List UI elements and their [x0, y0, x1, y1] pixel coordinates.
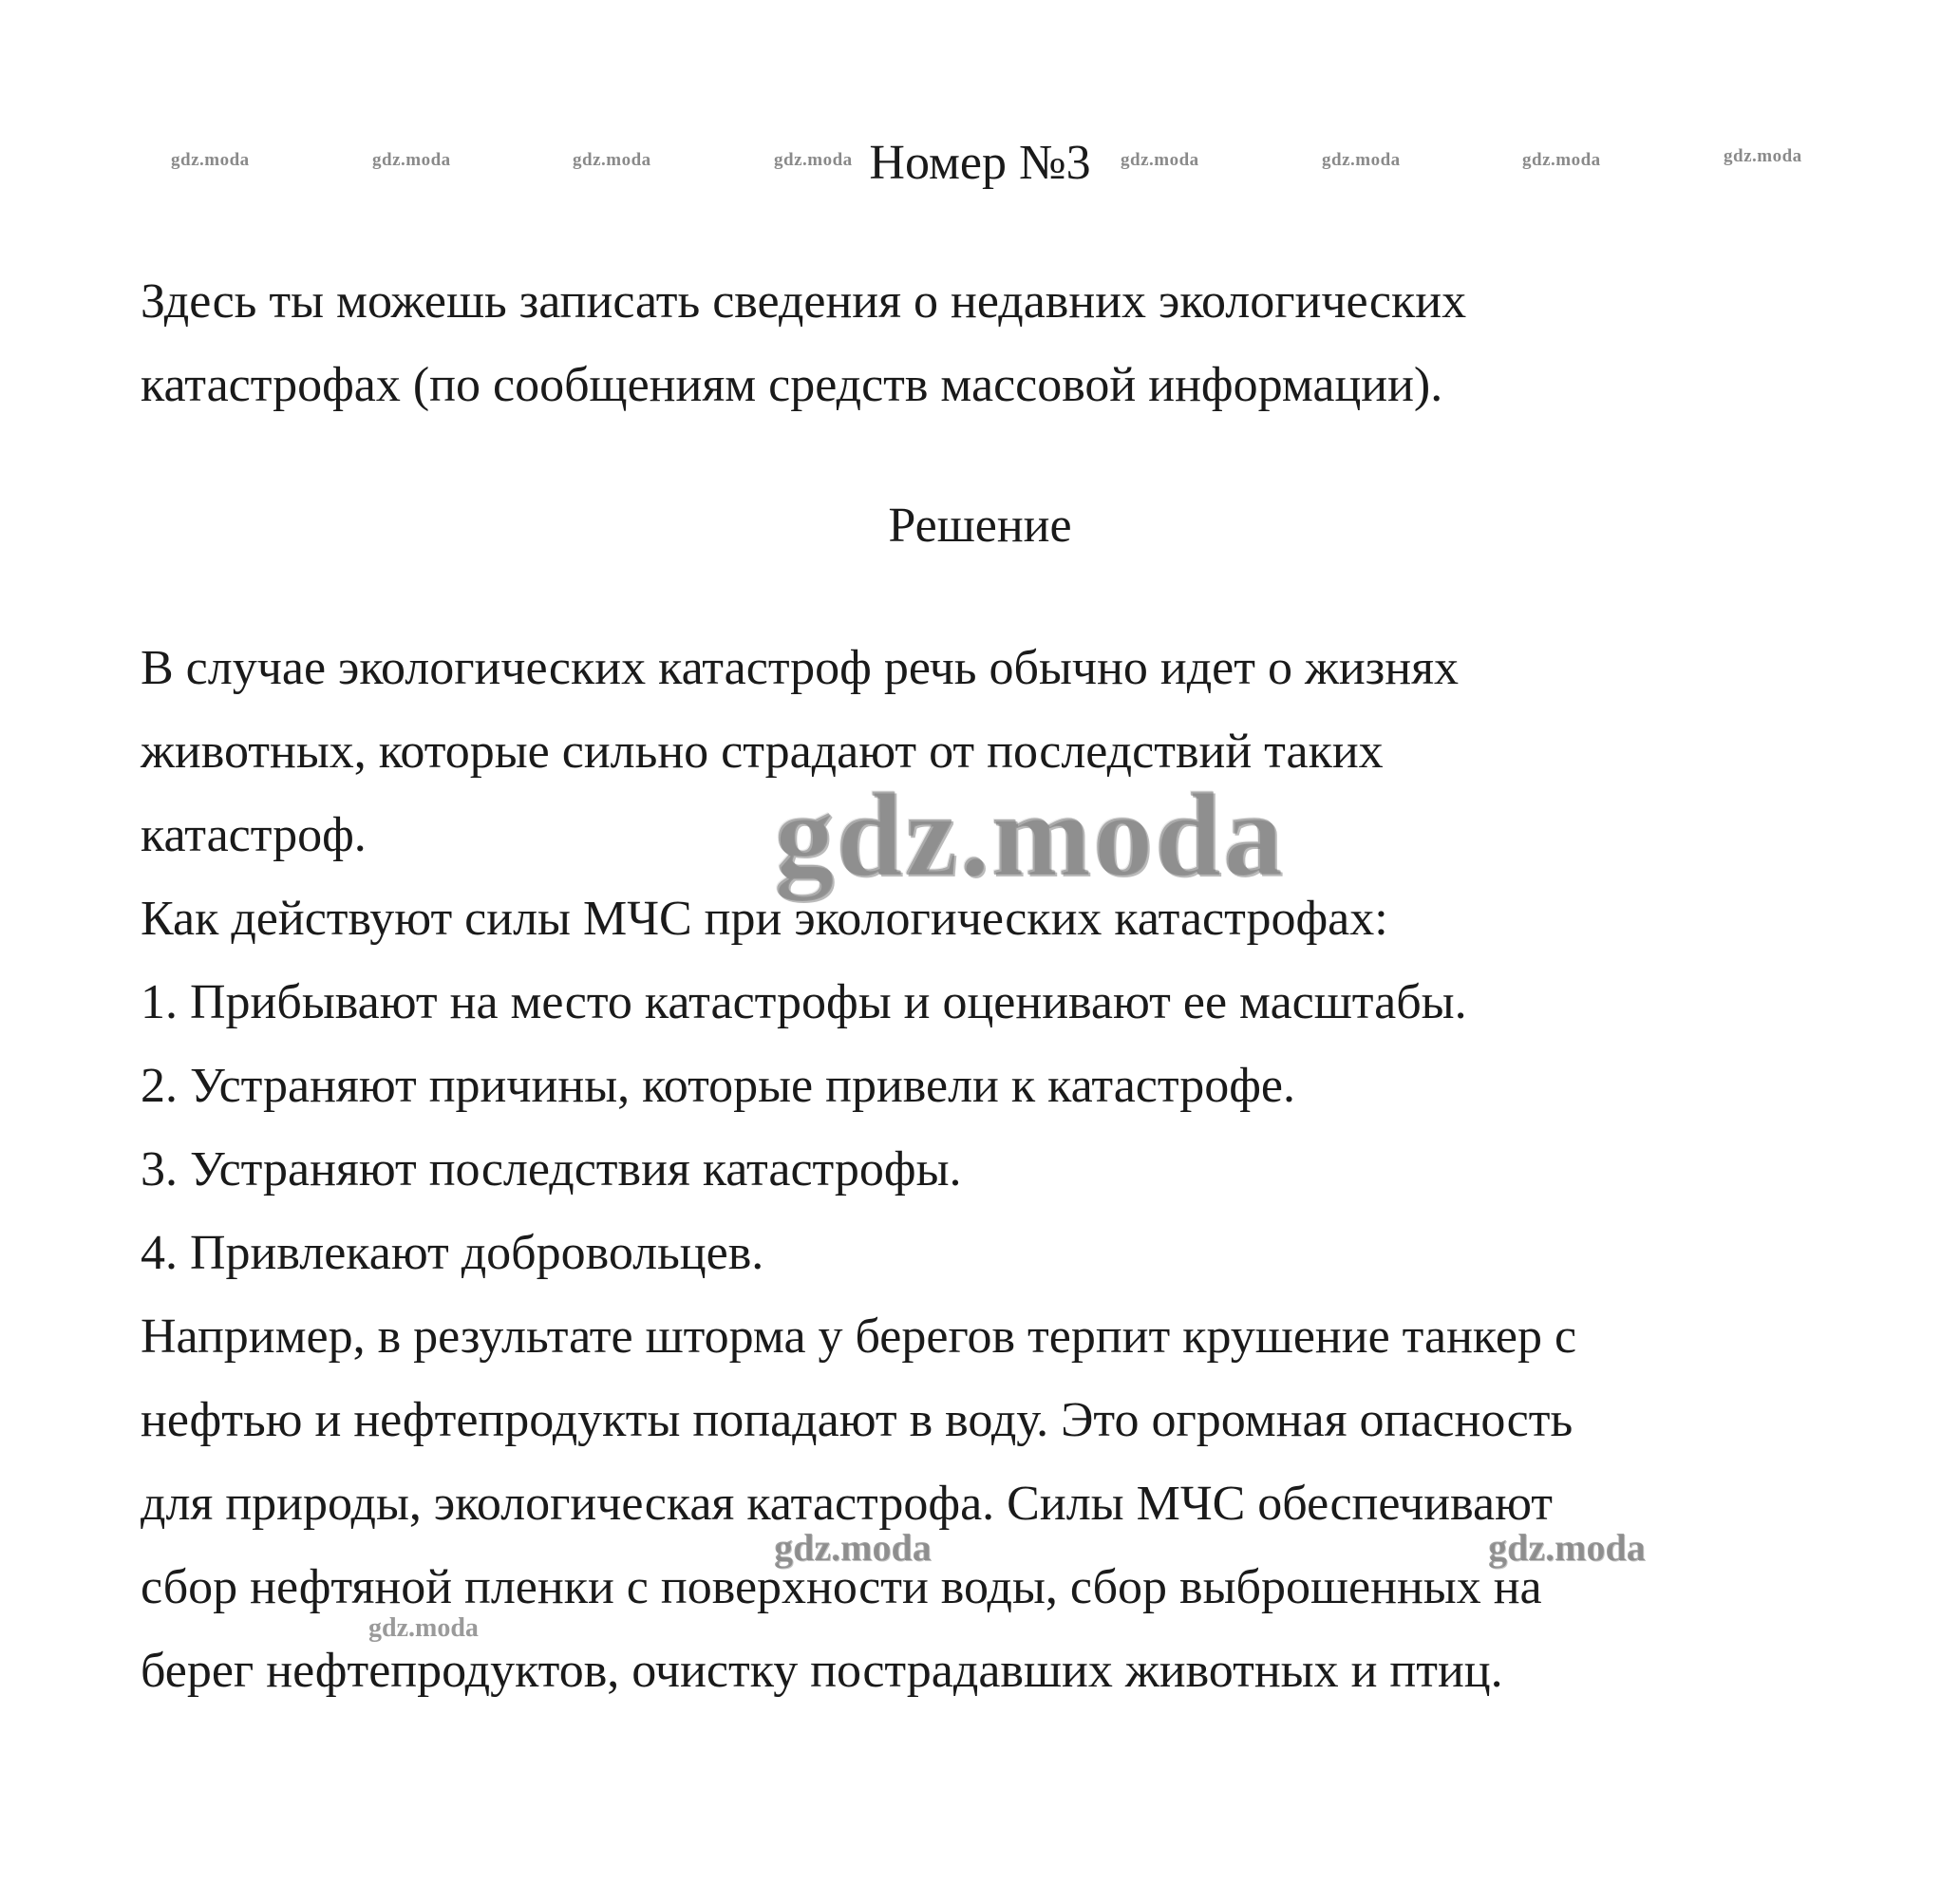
solution-line: животных, которые сильно страдают от последствий таких — [141, 725, 1384, 779]
solution-line: Например, в результате шторма у берегов терпит крушение танкер с — [141, 1309, 1577, 1364]
watermark-mid-2: gdz.moda — [1488, 1526, 1646, 1569]
solution-line: Как действуют силы МЧС при экологических катастрофах: — [141, 892, 1388, 946]
solution-line: 1. Прибывают на место катастрофы и оценивают ее масштабы. — [141, 975, 1467, 1029]
watermark-header-3: gdz.moda — [573, 150, 651, 170]
watermark-header-2: gdz.moda — [372, 150, 451, 170]
watermark-mid-1: gdz.moda — [774, 1526, 932, 1569]
watermark-header-1: gdz.moda — [171, 150, 250, 170]
watermark-header-8: gdz.moda — [1724, 146, 1802, 166]
solution-line: катастроф. — [141, 808, 367, 862]
solution-line: 2. Устраняют причины, которые привели к катастрофе. — [141, 1059, 1296, 1113]
solution-line: В случае экологических катастроф речь обычно идет о жизнях — [141, 641, 1460, 695]
watermark-header-7: gdz.moda — [1522, 150, 1601, 170]
solution-line: сбор нефтяной пленки с поверхности воды, сбор выброшенных на — [141, 1560, 1542, 1614]
task-text — [141, 260, 1831, 427]
solution-line: берег нефтепродуктов, очистку пострадавших животных и птиц. — [141, 1644, 1503, 1698]
watermark-tiny: gdz.moda — [368, 1613, 479, 1643]
solution-line: нефтью и нефтепродукты попадают в воду. Это огромная опасность — [141, 1393, 1574, 1447]
watermark-header-5: gdz.moda — [1121, 150, 1199, 170]
task-line: катастрофах (по сообщениям средств массовой информации). — [141, 358, 1443, 412]
task-line: Здесь ты можешь записать сведения о недавних экологических — [141, 274, 1467, 329]
watermark-header-4: gdz.moda — [774, 150, 853, 170]
solution-line: 3. Устраняют последствия катастрофы. — [141, 1142, 962, 1196]
page-title: Номер №3 — [869, 136, 1091, 190]
solution-line: для природы, экологическая катастрофа. Силы МЧС обеспечивают — [141, 1477, 1553, 1531]
watermark-header-6: gdz.moda — [1322, 150, 1401, 170]
solution-heading: Решение — [888, 499, 1072, 553]
solution-line: 4. Привлекают добровольцев. — [141, 1226, 764, 1280]
watermark-large: gdz.moda — [774, 769, 1285, 901]
